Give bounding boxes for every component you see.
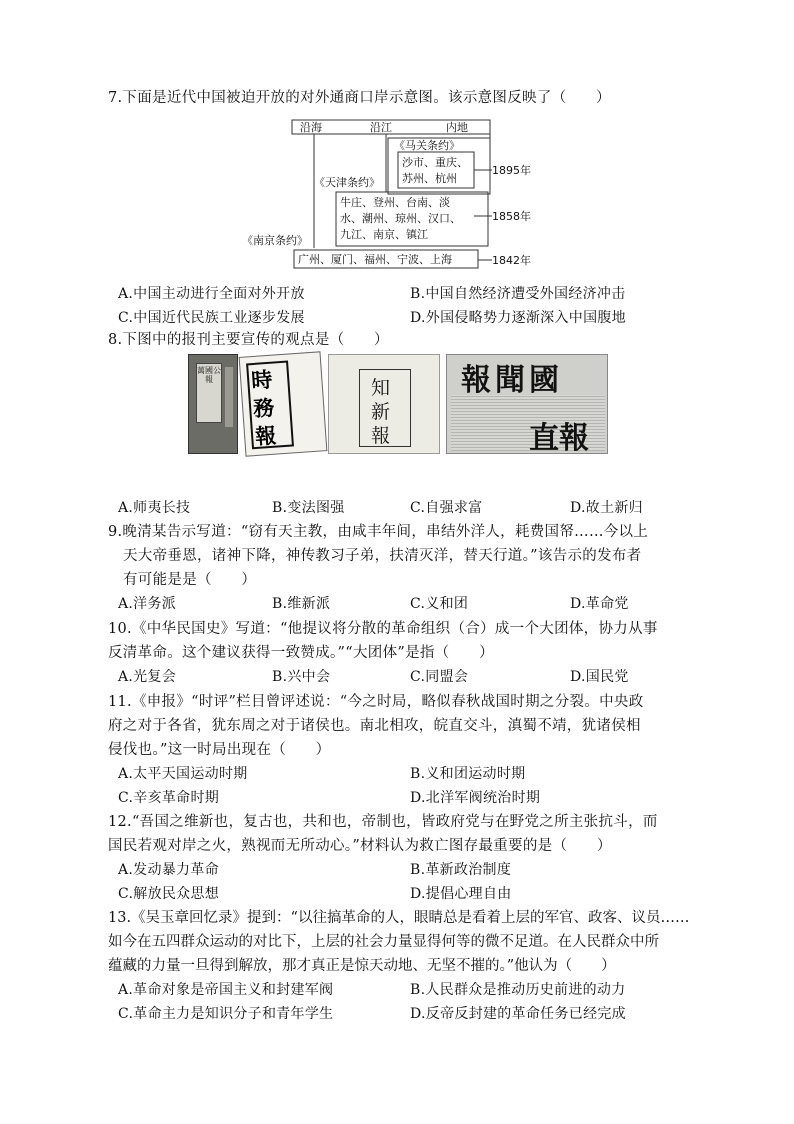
option-a[interactable]: A.发动暴力革命 [118,862,219,878]
question-9-line-1: 9.晚清某告示写道：“窃有天主教，由咸丰年间，串结外洋人，耗费国帑……今以上 [108,524,649,540]
shiwu-char-3: 報 [254,422,278,449]
option-b[interactable]: B.中国自然经济遭受外国经济冲击 [410,286,626,302]
option-b[interactable]: B.人民群众是推动历史前进的动力 [410,982,626,998]
ports-1858-line-2: 水、潮州、琼州、汉口、 [340,212,461,225]
options-row [108,496,688,520]
option-a[interactable]: A.革命对象是帝国主义和封建军阀 [118,982,334,998]
ports-1895-line-1: 沙市、重庆、 [402,156,468,169]
question-10-line-1: 10.《中华民国史》写道：“他提议将分散的革命组织（合）成一个大团体，协力从事 [108,621,658,637]
options-row [108,665,688,689]
year-1858: 1858年 [492,210,531,223]
zhibao-title: 直報 [529,421,589,454]
year-1842: 1842年 [492,254,531,267]
question-12 [108,810,688,906]
options-row-1 [108,282,688,306]
question-11 [108,690,688,810]
newspaper-zhixin-bao [328,354,440,454]
question-10-line-2: 反清革命。这个建议获得一致赞成。”“大团体”是指（ ） [108,645,494,661]
question-8-options [108,496,688,520]
option-a[interactable]: A.洋务派 [118,596,177,612]
question-11-line-2: 府之对于各省，犹东周之对于诸侯也。南北相攻，皖直交斗，滇蜀不靖，犹诸侯相 [108,718,641,734]
question-7-stem: 7.下面是近代中国被迫开放的对外通商口岸示意图。该示意图反映了（ ） [108,90,611,106]
question-9-line-2: 天大帝垂恩，诸神下降，神传教习子弟，扶清灭洋，替天行道。”该告示的发布者 [123,548,642,564]
options-row-2 [108,882,688,906]
option-b[interactable]: B.变法图强 [272,500,345,516]
option-c[interactable]: C.自强求富 [410,500,483,516]
option-a[interactable]: A.太平天国运动时期 [118,766,248,782]
option-a[interactable]: A.中国主动进行全面对外开放 [118,286,305,302]
question-8-stem: 8.下图中的报刊主要宣传的观点是（ ） [108,332,389,348]
ports-1895-line-2: 苏州、杭州 [402,172,457,185]
options-row [108,592,688,616]
newspaper-images [188,354,608,454]
option-d[interactable]: D.反帝反封建的革命任务已经完成 [410,1006,626,1022]
newspaper-shiwu-bao [239,351,328,456]
zhixin-char-3: 報 [371,425,391,447]
newspaper-wanguo-gongbao [188,354,238,454]
option-a[interactable]: A.师夷长技 [118,500,191,516]
newspaper-guowen-bao [446,354,608,454]
option-c[interactable]: C.中国近代民族工业逐步发展 [118,310,305,326]
option-d[interactable]: D.提倡心理自由 [410,886,512,902]
option-b[interactable]: B.维新派 [272,596,331,612]
option-d[interactable]: D.故土新归 [570,500,643,516]
options-row-1 [108,978,688,1002]
question-11-line-3: 侵伐也。”这一时局出现在（ ） [108,742,331,758]
question-8 [108,328,688,352]
question-7 [108,86,688,110]
option-d[interactable]: D.革命党 [570,596,629,612]
option-b[interactable]: B.革新政治制度 [410,862,512,878]
zhixin-char-1: 知 [371,377,391,399]
options-row-1 [108,762,688,786]
treaty-1858: 《天津条约》 [314,176,380,189]
options-row-1 [108,858,688,882]
question-13 [108,906,688,1026]
question-13-line-2: 如今在五四群众运动的对比下，上层的社会力量显得何等的微不足道。在人民群众中所 [108,934,659,950]
year-1895: 1895年 [492,164,531,177]
treaty-1895: 《马关条约》 [394,139,460,152]
header-river: 沿江 [370,121,392,134]
options-row-2 [108,786,688,810]
question-13-line-3: 蕴藏的力量一旦得到解放，那才真正是惊天动地、无坚不摧的。”他认为（ ） [108,958,616,974]
zhixin-char-2: 新 [371,401,391,423]
header-inland: 内地 [446,121,468,134]
question-10 [108,617,688,689]
question-12-line-1: 12.“吾国之维新也，复古也，共和也，帝制也，皆政府党与在野党之所主张抗斗，而 [108,814,658,830]
treaty-ports-svg [242,118,542,276]
header-coastal: 沿海 [300,121,322,134]
option-b[interactable]: B.义和团运动时期 [410,766,526,782]
shiwu-char-1: 時 [250,366,274,394]
option-c[interactable]: C.革命主力是知识分子和青年学生 [118,1006,334,1022]
ports-1858-line-1: 牛庄、登州、台南、淡 [340,196,450,209]
options-row-2 [108,306,688,330]
ports-1842: 广州、厦门、福州、宁波、上海 [298,253,452,266]
option-c[interactable]: C.义和团 [410,596,469,612]
option-a[interactable]: A.光复会 [118,669,177,685]
question-11-line-1: 11.《申报》“时评”栏目曾评述说：“今之时局，略似春秋战国时期之分裂。中央政 [108,694,644,710]
option-d[interactable]: D.国民党 [570,669,629,685]
question-13-line-1: 13.《吴玉章回忆录》提到：“以往搞革命的人，眼睛总是看着上层的军官、政客、议员…… [108,910,690,926]
option-d[interactable]: D.外国侵略势力逐渐深入中国腹地 [410,310,626,326]
ports-1858-line-3: 九江、南京、镇江 [340,228,428,241]
question-9-line-3: 有可能是是（ ） [123,572,257,588]
option-c[interactable]: C.解放民众思想 [118,886,220,902]
wanguo-title: 萬國公報 [196,363,222,423]
treaty-ports-diagram [242,118,542,276]
wanguo-spine [225,367,233,427]
option-b[interactable]: B.兴中会 [272,669,331,685]
option-c[interactable]: C.同盟会 [410,669,469,685]
question-9 [108,520,688,616]
option-d[interactable]: D.北洋军阀统治时期 [410,790,541,806]
treaty-1842: 《南京条约》 [242,234,308,247]
option-c[interactable]: C.辛亥革命时期 [118,790,220,806]
guowen-masthead: 報聞國 [461,363,563,398]
options-row-2 [108,1002,688,1026]
shiwu-char-2: 務 [252,394,276,422]
question-7-options [108,282,688,330]
question-12-line-2: 国民若观对岸之火，熟视而无所动心。”材料认为救亡图存最重要的是（ ） [108,838,612,854]
